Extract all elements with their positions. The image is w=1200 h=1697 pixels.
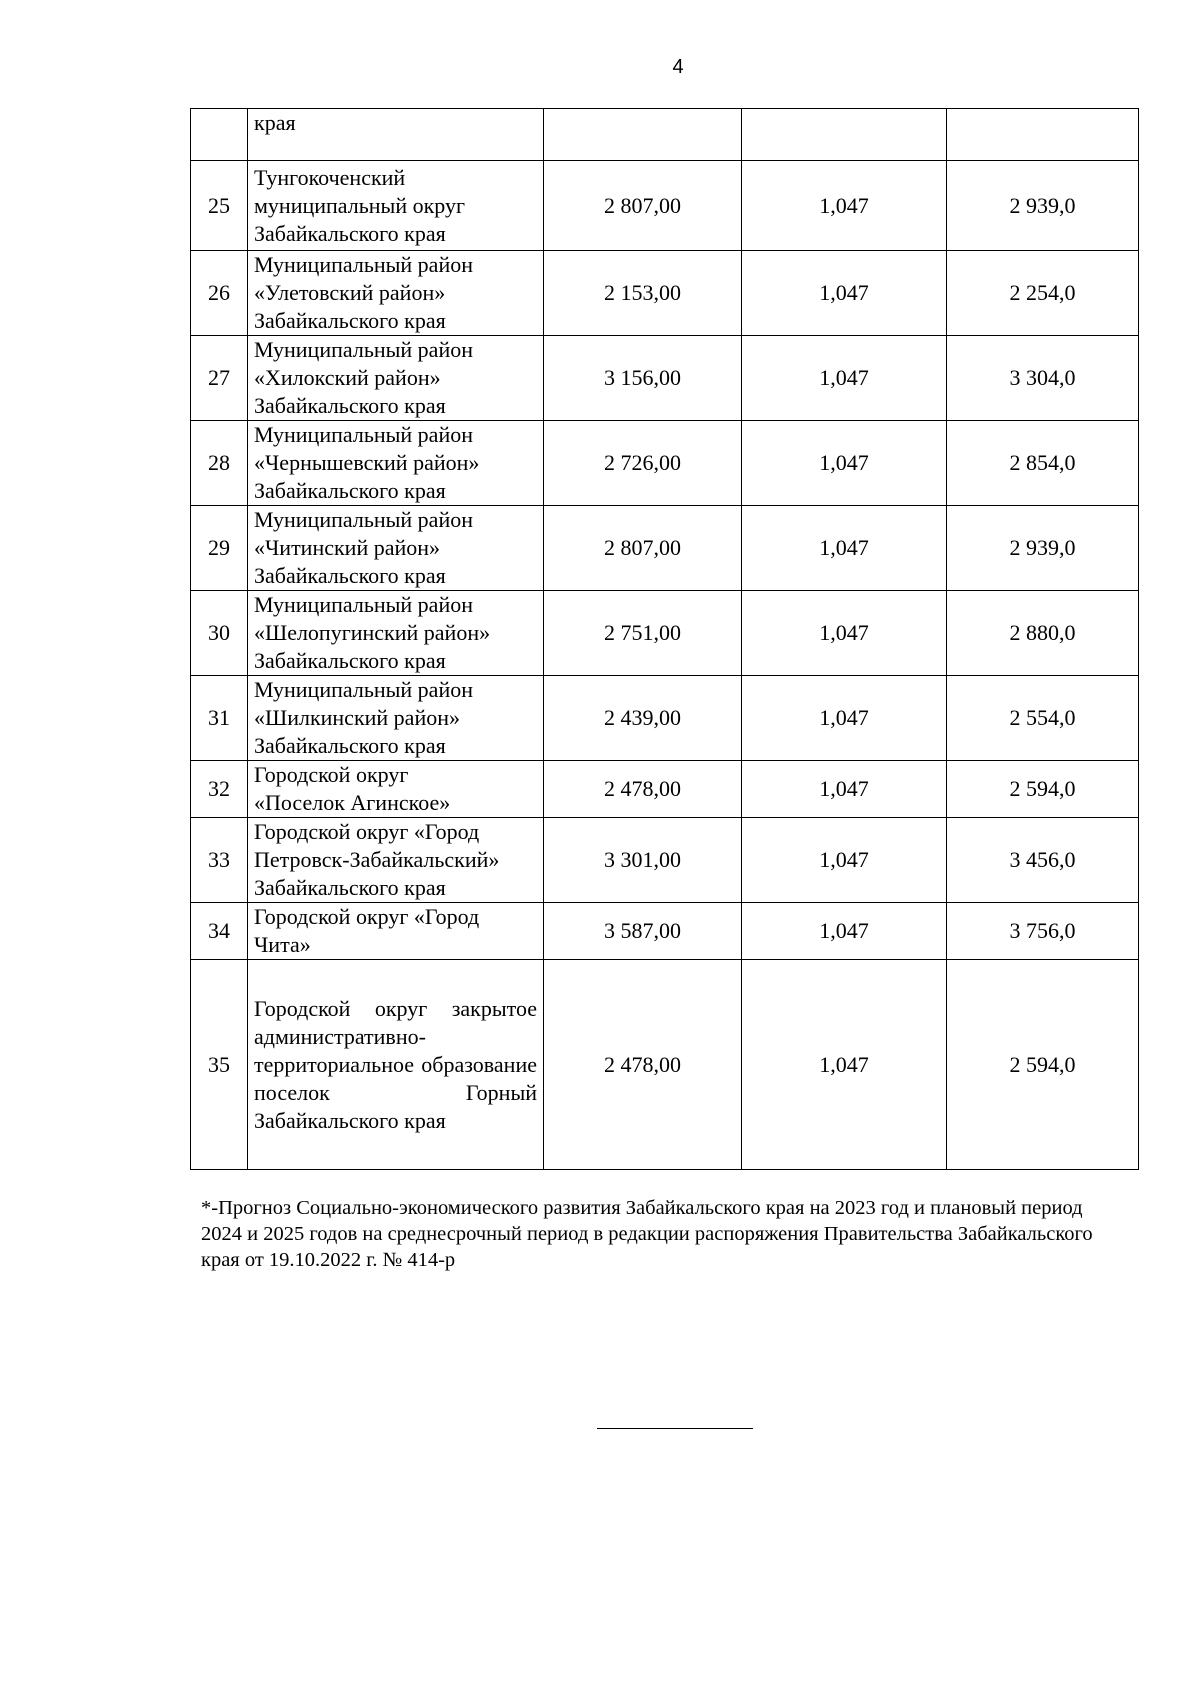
name-line: муниципальный округ: [254, 192, 466, 218]
coefficient: 1,047: [742, 676, 947, 761]
coefficient: 1,047: [742, 336, 947, 421]
name-line: Забайкальского края: [254, 393, 446, 418]
municipality-name: [248, 161, 544, 251]
table-row: [191, 336, 1139, 421]
table-row: [191, 421, 1139, 506]
table-row: [191, 591, 1139, 676]
municipality-name: [248, 506, 544, 591]
value-2022: 3 156,00: [544, 336, 742, 421]
value-2022: [544, 109, 742, 161]
value-2023: [947, 109, 1139, 161]
municipality-name: [248, 676, 544, 761]
coefficient: 1,047: [742, 761, 947, 818]
value-2023: 2 854,0: [947, 421, 1139, 506]
name-line: «Улетовский район»: [254, 280, 446, 305]
name-line: Городской округ: [254, 762, 409, 787]
value-2022: 2 478,00: [544, 960, 742, 1170]
value-2023: 2 554,0: [947, 676, 1139, 761]
row-number: 26: [191, 251, 248, 336]
row-number: 27: [191, 336, 248, 421]
name-line: края: [254, 110, 296, 135]
municipality-name: [248, 336, 544, 421]
row-number: 35: [191, 960, 248, 1170]
name-line: «Хилокский район»: [254, 365, 441, 390]
coefficient: 1,047: [742, 161, 947, 251]
coefficient: 1,047: [742, 903, 947, 960]
row-number: 28: [191, 421, 248, 506]
name-line: «Шелопугинский район»: [254, 620, 491, 645]
name-line: Муниципальный район: [254, 507, 473, 532]
value-2022: 2 478,00: [544, 761, 742, 818]
coefficient: 1,047: [742, 251, 947, 336]
table-row: [191, 109, 1139, 161]
coefficient: 1,047: [742, 506, 947, 591]
value-2022: 3 587,00: [544, 903, 742, 960]
coefficient: 1,047: [742, 960, 947, 1170]
value-2023: 2 880,0: [947, 591, 1139, 676]
value-2022: 2 751,00: [544, 591, 742, 676]
coefficient: 1,047: [742, 421, 947, 506]
name-line: Забайкальского края: [254, 478, 446, 503]
value-2022: 2 153,00: [544, 251, 742, 336]
value-2023: 2 594,0: [947, 761, 1139, 818]
value-2023: 3 456,0: [947, 818, 1139, 903]
row-number: 34: [191, 903, 248, 960]
value-2022: 3 301,00: [544, 818, 742, 903]
row-number: [191, 109, 248, 161]
name-line: Забайкальского края: [254, 875, 446, 900]
row-number: 30: [191, 591, 248, 676]
table-row: [191, 761, 1139, 818]
name-line: Городской округ «Город: [254, 819, 480, 844]
table-row: [191, 161, 1139, 251]
municipality-name: [248, 421, 544, 506]
name-line: Муниципальный район: [254, 337, 473, 362]
separator-line: [597, 1428, 753, 1429]
name-line: Муниципальный район: [254, 677, 473, 702]
name-line: Городской округ «Город: [254, 904, 480, 929]
name-line: Чита»: [254, 932, 311, 957]
row-number: 25: [191, 161, 248, 251]
row-number: 32: [191, 761, 248, 818]
name-line: «Поселок Агинское»: [254, 790, 451, 815]
value-2022: 2 439,00: [544, 676, 742, 761]
value-2022: 2 807,00: [544, 161, 742, 251]
value-2023: 2 939,0: [947, 506, 1139, 591]
municipality-name: [248, 903, 544, 960]
name-line: Забайкальского края: [254, 648, 446, 673]
value-2023: 3 756,0: [947, 903, 1139, 960]
municipality-name: Городской округ закрытое административно-территориальное образование поселок Горный Забайкальского края: [248, 960, 544, 1170]
name-line: Забайкальского края: [254, 220, 446, 246]
row-number: 33: [191, 818, 248, 903]
name-line: Муниципальный район: [254, 592, 473, 617]
municipality-name: [248, 109, 544, 161]
name-line: Забайкальского края: [254, 308, 446, 333]
municipality-name: [248, 251, 544, 336]
table-row: [191, 903, 1139, 960]
value-2023: 2 254,0: [947, 251, 1139, 336]
name-line: «Шилкинский район»: [254, 705, 460, 730]
value-2022: 2 807,00: [544, 506, 742, 591]
data-table: [190, 108, 1139, 1170]
coefficient: 1,047: [742, 818, 947, 903]
footnote: *-Прогноз Социально-экономического развития Забайкальского края на 2023 год и плановый период 2024 и 2025 годов на среднесрочный период в редакции распоряжения Правительства Забайкальского края от 19.10.2022 г. № 414-р: [201, 1197, 1093, 1271]
row-number: 29: [191, 506, 248, 591]
name-line: Муниципальный район: [254, 422, 473, 447]
table-row: [191, 960, 1139, 1170]
value-2023: 3 304,0: [947, 336, 1139, 421]
name-line: Тунгокоченский: [254, 164, 406, 190]
row-number: 31: [191, 676, 248, 761]
table-row: [191, 251, 1139, 336]
table-row: [191, 818, 1139, 903]
table-row: [191, 506, 1139, 591]
value-2023: 2 939,0: [947, 161, 1139, 251]
name-line: Забайкальского края: [254, 563, 446, 588]
coefficient: 1,047: [742, 591, 947, 676]
name-line: Муниципальный район: [254, 252, 473, 277]
municipality-name: [248, 818, 544, 903]
name-line: «Чернышевский район»: [254, 450, 480, 475]
value-2022: 2 726,00: [544, 421, 742, 506]
table-row: [191, 676, 1139, 761]
value-2023: 2 594,0: [947, 960, 1139, 1170]
coefficient: [742, 109, 947, 161]
municipality-name: [248, 591, 544, 676]
name-line: «Читинский район»: [254, 535, 441, 560]
name-line: Петровск-Забайкальский»: [254, 847, 500, 872]
page-number: 4: [672, 56, 684, 78]
name-line: Забайкальского края: [254, 733, 446, 758]
municipality-name: [248, 761, 544, 818]
